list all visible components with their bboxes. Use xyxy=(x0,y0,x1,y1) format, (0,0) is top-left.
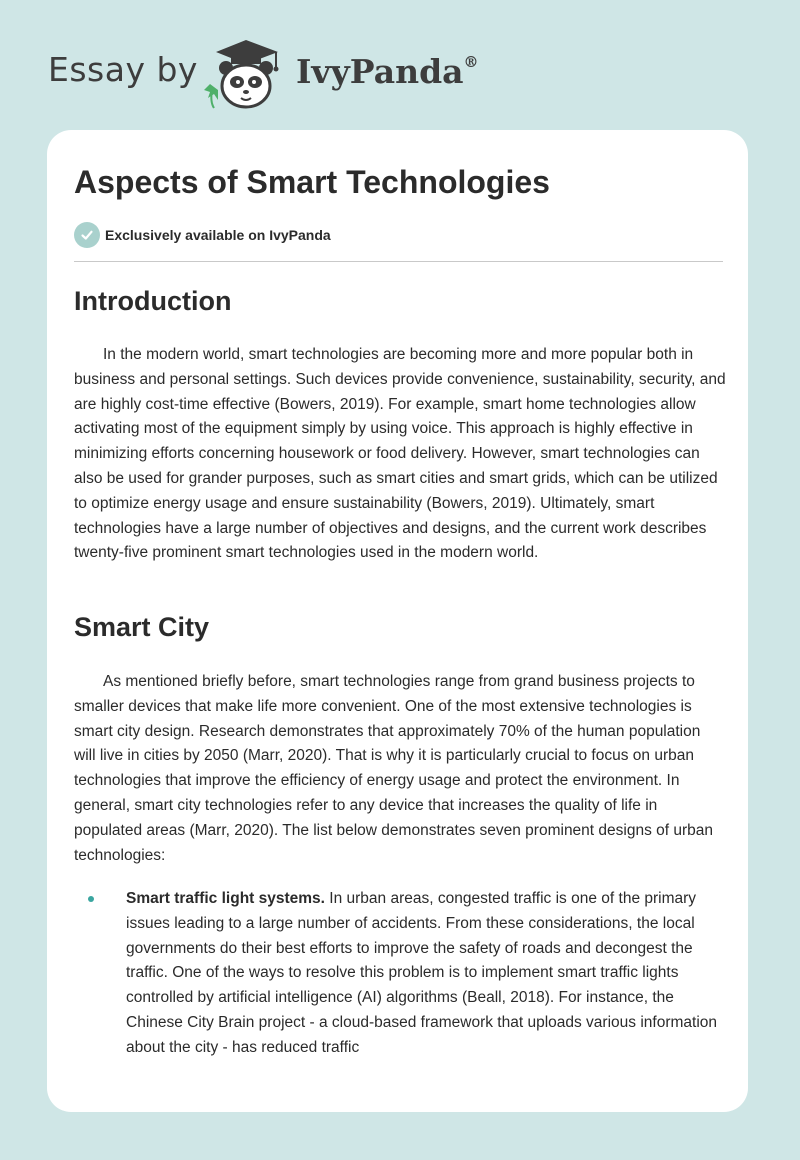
list-item-text: In urban areas, congested traffic is one of the primary issues leading to a large number of accidents. From these considerations, the local governments do their best efforts to improve the safety of roads and decongest the traffic. One of the ways to resolve this problem is to implement smart traffic lights controlled by artificial intelligence (AI) algorithms (Beall, 2018). For instance, the Chinese City Brain project - a cloud-based framework that uploads various information about the city - has reduced traffic xyxy=(126,890,718,1056)
section-paragraph-smart-city: As mentioned briefly before, smart technologies range from grand business projects to smaller devices that make life more convenient. One of the most extensive technologies is smart city design. Research demonstrates that approximately 70% of the human population will live in cities by 2050 (Marr, 2020). That is why it is particularly crucial to focus on urban technologies that improve the efficiency of energy usage and protect the environment. In general, smart city technologies refer to any device that increases the quality of life in populated areas (Marr, 2020). The list below demonstrates seven prominent designs of urban technologies: xyxy=(74,673,714,864)
essay-card xyxy=(47,130,748,1112)
checkmark-icon xyxy=(80,228,94,242)
registered-mark: ® xyxy=(463,53,479,71)
list-item xyxy=(74,887,726,1061)
bullet-dot-icon xyxy=(88,896,94,902)
divider xyxy=(74,261,723,262)
smart-city-list xyxy=(74,887,726,1061)
panda-graduation-cap-icon[interactable] xyxy=(198,34,294,110)
site-header xyxy=(0,0,800,130)
section-heading-smart-city: Smart City xyxy=(74,612,210,642)
brand-text: IvyPanda xyxy=(296,52,464,91)
badge-label: Exclusively available on IvyPanda xyxy=(105,227,331,243)
essay-by-label: Essay by xyxy=(48,50,198,89)
list-item-title: Smart traffic light systems. xyxy=(126,890,325,907)
section-heading-introduction: Introduction xyxy=(74,286,232,316)
check-circle-icon xyxy=(74,222,100,248)
section-paragraph-introduction: In the modern world, smart technologies are becoming more and more popular both in business and personal settings. Such devices provide convenience, sustainability, security, and are highly cost-time effective (Bowers, 2019). For example, smart home technologies allow activating most of the equipment simply by using voice. This approach is highly effective in minimizing efforts concerning housework or food delivery. However, smart technologies can also be used for grander purposes, such as smart cities and smart grids, which can be utilized to optimize energy usage and ensure sustainability (Bowers, 2019). Ultimately, smart technologies have a large number of objectives and designs, and the current work describes twenty-five prominent smart technologies used in the modern world. xyxy=(74,346,726,562)
brand-name[interactable] xyxy=(296,52,479,91)
exclusive-badge xyxy=(74,222,331,248)
page-title: Aspects of Smart Technologies xyxy=(74,164,550,200)
